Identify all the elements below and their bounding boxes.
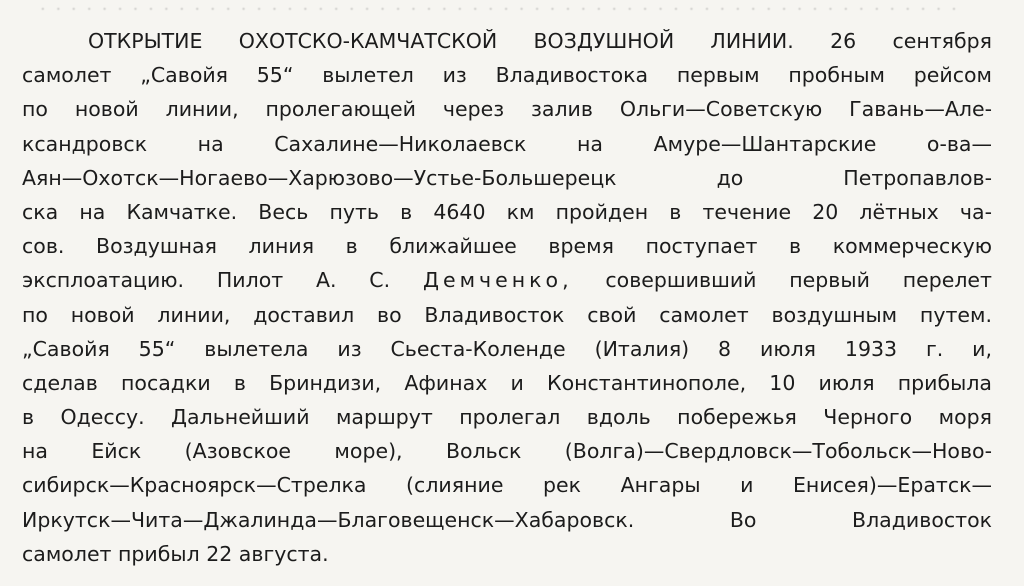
article-line-9: по новой линии, доставил во Владивосток свой самолет воздушным путем. — [22, 302, 992, 327]
pilot-suffix: совершивший первый перелет — [605, 268, 992, 293]
article-line-7: сов. Воздушная линия в ближайшее время поступает в коммерческую — [22, 234, 992, 259]
article-line-3: по новой линии, пролегающей через залив Ольги—Советскую Гавань—Але- — [22, 97, 992, 122]
pilot-surname: Демченко, — [422, 268, 573, 293]
article-line-2: самолет „Савойя 55“ вылетел из Владивостока первым пробным рейсом — [22, 63, 992, 88]
news-article — [22, 24, 992, 571]
show-through-text: · · · · · · · · · · · · · · · · · · · · · · · · · · · · · · · · · · · · · · · · · · · · · · · · · · · · · · · · · · · · — [40, 0, 959, 20]
article-line-11: сделав посадки в Бриндизи, Афинах и Константинополе, 10 июля прибыла — [22, 370, 992, 395]
article-line-13: на Ейск (Азовское море), Вольск (Волга)—Свердловск—Тобольск—Ново- — [22, 439, 992, 464]
article-line-1: ОТКРЫТИЕ ОХОТСКО-КАМЧАТСКОЙ ВОЗДУШНОЙ ЛИНИИ. 26 сентября — [88, 29, 992, 53]
article-line-6: ска на Камчатке. Весь путь в 4640 км пройден в течение 20 лётных ча- — [22, 199, 992, 224]
article-line-12: в Одессу. Дальнейший маршрут пролегал вдоль побережья Черного моря — [22, 405, 992, 430]
article-line-5: Аян—Охотск—Ногаево—Харюзово—Устье-Большерецк до Петропавлов- — [22, 165, 992, 190]
article-line-16: самолет прибыл 22 августа. — [22, 541, 329, 566]
article-line-8 — [22, 263, 992, 297]
article-line-14: сибирск—Красноярск—Стрелка (слияние рек Ангары и Енисея)—Ератск— — [22, 473, 992, 498]
pilot-prefix: эксплоатацию. Пилот А. С. — [22, 268, 391, 293]
article-line-15: Иркутск—Чита—Джалинда—Благовещенск—Хабаровск. Во Владивосток — [22, 507, 992, 532]
article-line-4: ксандровск на Сахалине—Николаевск на Амуре—Шантарские о-ва— — [22, 131, 992, 156]
article-line-10: „Савойя 55“ вылетела из Сьеста-Коленде (Италия) 8 июля 1933 г. и, — [22, 336, 992, 361]
